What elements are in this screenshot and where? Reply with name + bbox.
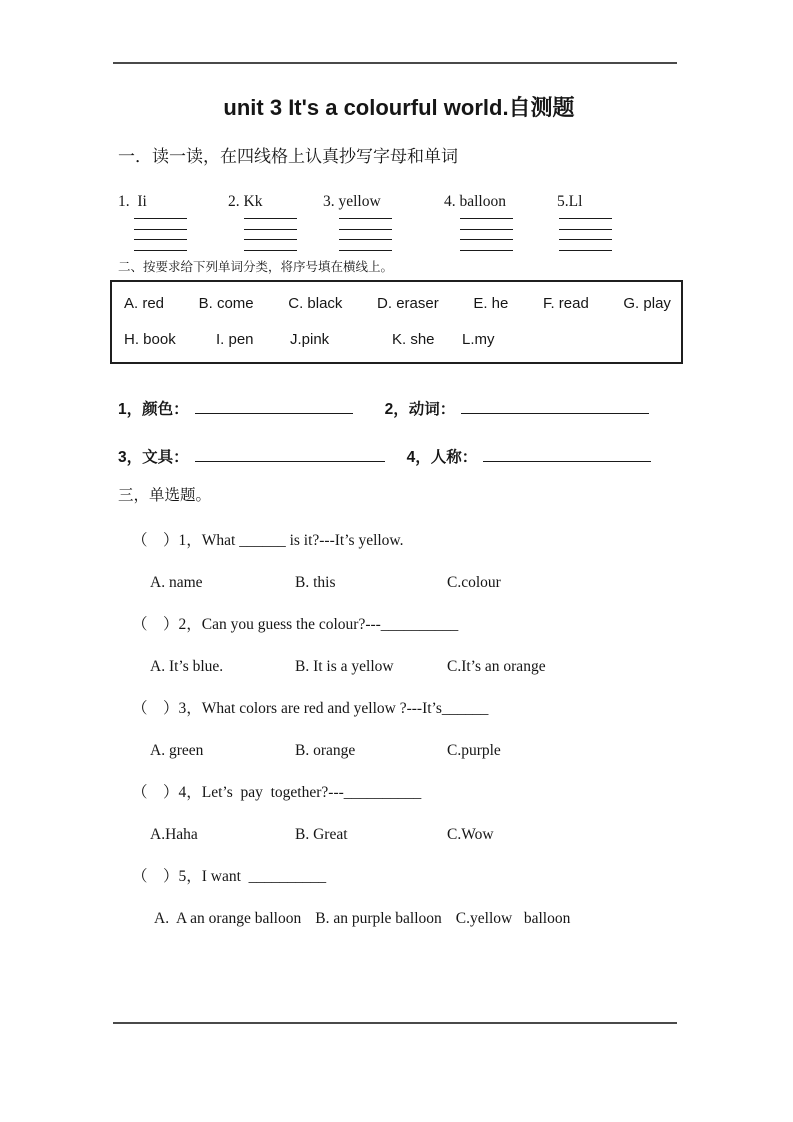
question-2-options	[150, 657, 680, 677]
word-bank-item: B. come	[198, 294, 254, 312]
section2-header: 二、按要求给下列单词分类，将序号填在横线上。	[118, 259, 394, 274]
grid-line	[559, 250, 612, 251]
grid-line	[339, 250, 392, 251]
grid-line	[339, 218, 392, 219]
grid-line	[460, 229, 513, 230]
category-label-verbs: 2，动词：	[384, 400, 456, 418]
option-b: B. this	[295, 573, 336, 591]
word-bank-item: D. eraser	[377, 294, 439, 312]
writing-grid	[460, 218, 513, 251]
option-c: C.Wow	[447, 825, 494, 843]
grid-line	[460, 239, 513, 240]
section1-header: 一．读一读，在四线格上认真抄写字母和单词	[118, 147, 458, 166]
writing-grid	[339, 218, 392, 251]
option-c: C.colour	[447, 573, 501, 591]
copy-item	[323, 192, 444, 251]
question-2-stem: （ ）2，Can you guess the colour?---__________	[132, 615, 459, 633]
word-bank-item: A. red	[124, 294, 165, 312]
option-a: A. A an orange balloon	[154, 909, 302, 927]
copy-practice-row	[118, 192, 680, 251]
option-b: B. Great	[295, 825, 348, 843]
option-a: A. green	[150, 741, 204, 759]
word-bank-item: J.pink	[290, 330, 330, 348]
word-bank-item: F. read	[542, 294, 589, 312]
word-bank-row	[124, 294, 671, 314]
copy-item-label: 2. Kk	[228, 193, 263, 210]
grid-line	[134, 250, 187, 251]
option-b: B. orange	[295, 741, 356, 759]
writing-grid	[134, 218, 187, 251]
writing-grid	[244, 218, 297, 251]
category-blank	[483, 445, 651, 462]
option-a: A. It’s blue.	[150, 657, 224, 675]
word-bank-item: K. she	[392, 330, 435, 348]
grid-line	[460, 218, 513, 219]
writing-grid	[559, 218, 612, 251]
classify-row	[118, 445, 680, 468]
grid-line	[244, 250, 297, 251]
worksheet-content	[118, 0, 680, 929]
copy-item	[118, 192, 228, 251]
copy-item	[557, 192, 657, 251]
word-bank-item: G. play	[623, 294, 671, 312]
option-a: A. name	[150, 573, 203, 591]
question-4-options	[150, 825, 680, 845]
word-bank-item: C. black	[288, 294, 343, 312]
grid-line	[244, 218, 297, 219]
page-title: unit 3 It's a colourful world.自测题	[223, 95, 575, 120]
question-1-options	[150, 573, 680, 593]
option-c: C.yellow balloon	[455, 909, 571, 927]
grid-line	[339, 239, 392, 240]
grid-line	[134, 229, 187, 230]
word-bank-row	[124, 330, 671, 350]
category-label-pronouns: 4，人称：	[406, 448, 478, 466]
grid-line	[244, 229, 297, 230]
copy-item	[444, 192, 557, 251]
section3-header: 三，单选题。	[118, 486, 212, 504]
grid-line	[339, 229, 392, 230]
word-bank-item: E. he	[473, 294, 509, 312]
bottom-rule	[113, 1022, 677, 1024]
option-a: A.Haha	[150, 825, 198, 843]
option-b: B. It is a yellow	[295, 657, 394, 675]
grid-line	[559, 218, 612, 219]
category-label-colors: 1，颜色：	[118, 400, 189, 418]
question-5-options	[154, 909, 680, 929]
option-b: B. an purple balloon	[315, 909, 442, 927]
grid-line	[244, 239, 297, 240]
word-bank-item: I. pen	[216, 330, 254, 348]
copy-item-label: 4. balloon	[444, 193, 506, 210]
grid-line	[559, 229, 612, 230]
word-bank-box	[110, 280, 683, 364]
question-3-stem: （ ）3，What colors are red and yellow ?---It’s______	[132, 699, 489, 717]
question-3-options	[150, 741, 680, 761]
grid-line	[134, 239, 187, 240]
option-c: C.purple	[447, 741, 501, 759]
word-bank-item: H. book	[124, 330, 176, 348]
classify-row	[118, 397, 680, 420]
question-1-stem: （ ）1，What ______ is it?---It’s yellow.	[132, 531, 404, 549]
category-blank	[195, 397, 353, 414]
grid-line	[559, 239, 612, 240]
grid-line	[134, 218, 187, 219]
category-blank	[195, 445, 385, 462]
copy-item-label: 5.Ll	[557, 193, 583, 210]
option-c: C.It’s an orange	[447, 657, 546, 675]
copy-item	[228, 192, 323, 251]
word-bank-item: L.my	[462, 330, 495, 348]
question-5-stem: （ ）5，I want __________	[132, 867, 327, 885]
category-blank	[461, 397, 649, 414]
grid-line	[460, 250, 513, 251]
copy-item-label: 1. Ii	[118, 193, 147, 210]
copy-item-label: 3. yellow	[323, 193, 381, 210]
category-label-stationery: 3，文具：	[118, 448, 189, 466]
question-4-stem: （ ）4，Let’s pay together?---__________	[132, 783, 422, 801]
